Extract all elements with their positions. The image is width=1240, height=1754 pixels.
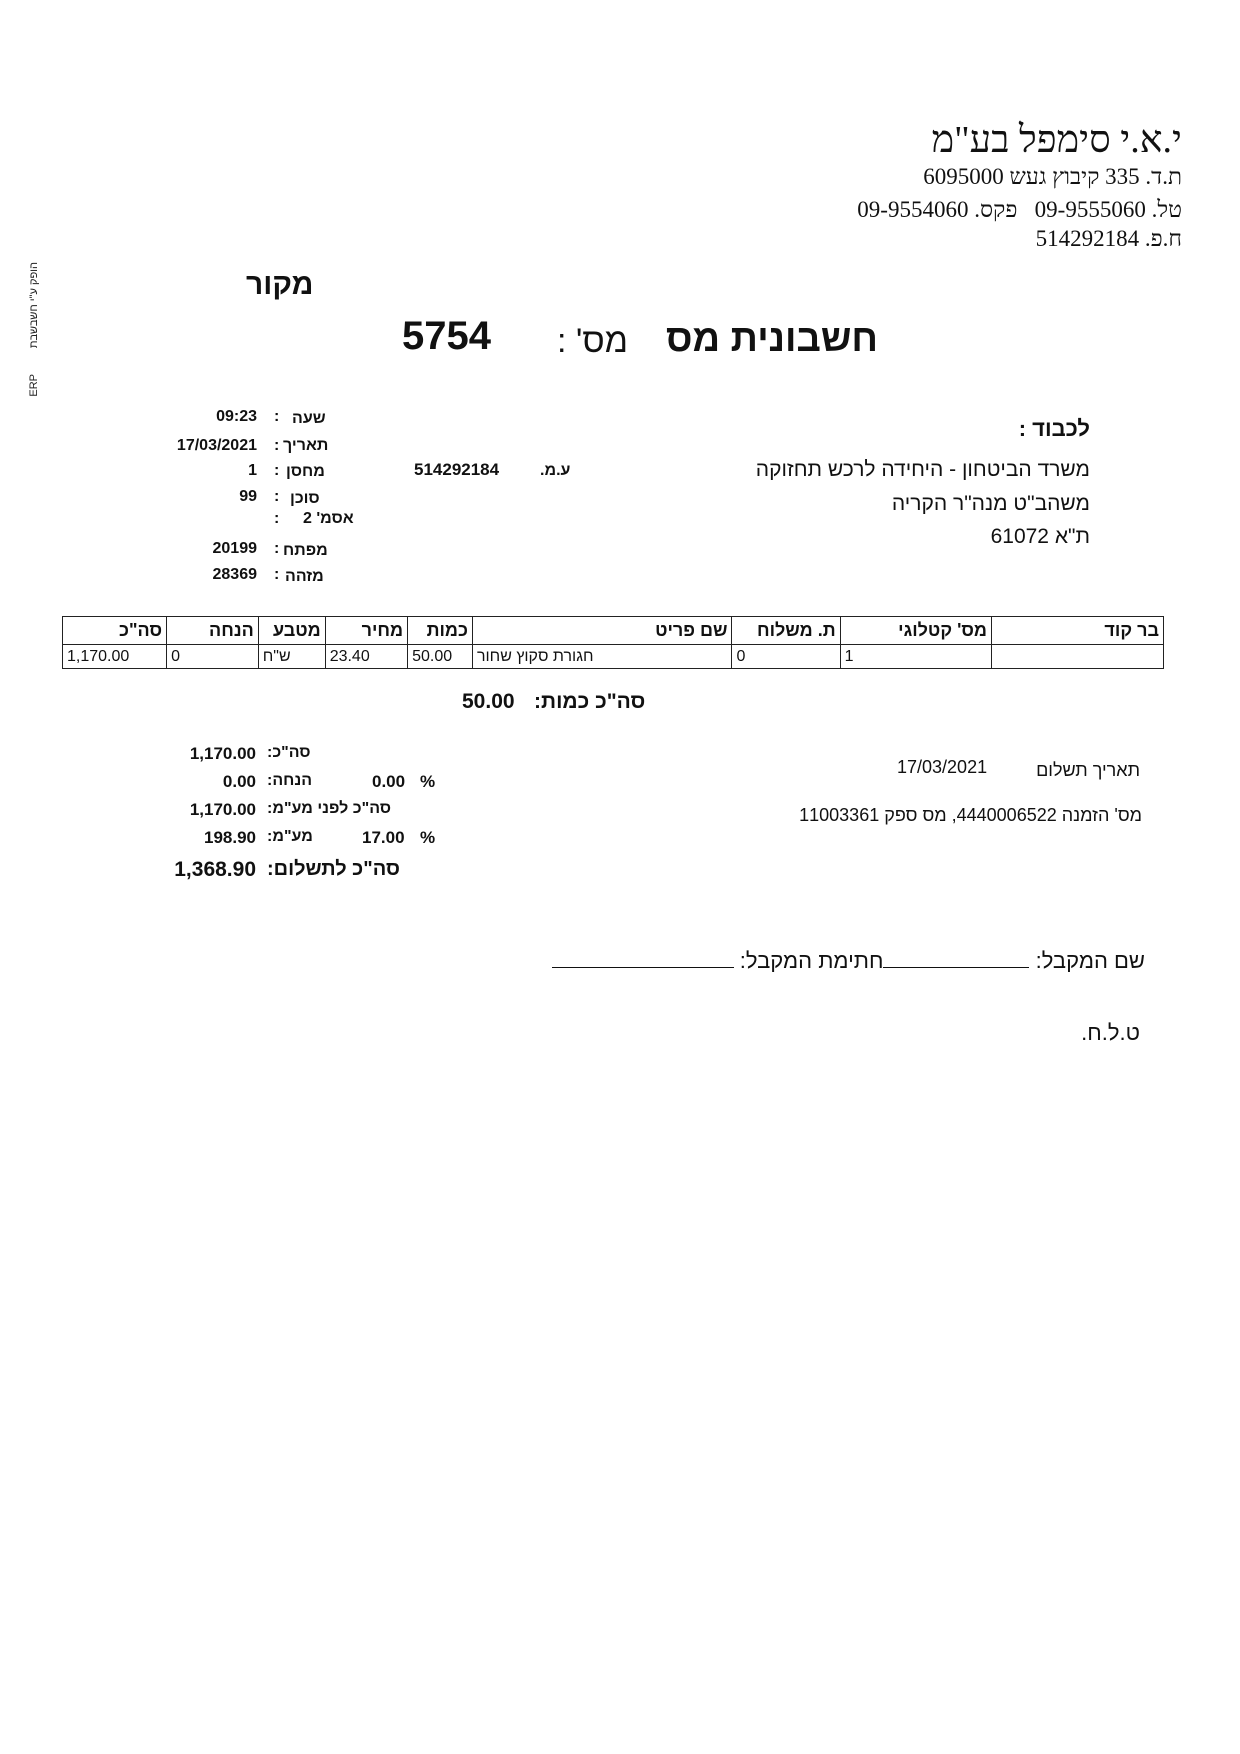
header-catalog: מס' קטלוגי (840, 617, 991, 645)
summary-subtotal: 1,170.00 (189, 744, 256, 763)
summary-discount-pct-sign: % (420, 772, 436, 791)
meta-value-date: 17/03/2021 (176, 437, 257, 454)
issued-by-note: הופק ע"י חשבשבת (28, 262, 40, 349)
fax-value: 09-9554060 (857, 197, 969, 222)
customer-line3: ת"א 61072 (990, 525, 1090, 548)
summary-total: 1,368.90 (174, 858, 256, 881)
cell-catalog: 1 (840, 645, 991, 669)
summary-discount-label: הנחה: (267, 772, 313, 789)
signature-line (552, 948, 1145, 974)
cell-barcode (992, 645, 1164, 669)
fax-label: פקס. (974, 197, 1018, 222)
document-number-label: מס' : (557, 322, 629, 360)
summary-discount: 0.00 (222, 772, 256, 791)
cell-total: 1,170.00 (63, 645, 167, 669)
erp-note: ERP (28, 374, 40, 397)
summary-before-vat: 1,170.00 (189, 800, 256, 819)
total-qty-label: סה"כ כמות: (534, 690, 646, 713)
phone-value: 09-9555060 (1034, 197, 1146, 222)
meta-sep-agent: : (274, 488, 280, 505)
receiver-name-label: שם המקבל: (1035, 948, 1145, 973)
items-table (62, 616, 1164, 669)
summary-subtotal-label: סה"כ: (267, 744, 311, 761)
total-qty-value: 50.00 (462, 690, 515, 713)
table-header-row (63, 617, 1164, 645)
meta-sep-key: : (274, 540, 280, 557)
company-reg (1036, 226, 1182, 252)
side-note (28, 262, 54, 412)
reg-label: ח.פ. (1144, 226, 1182, 251)
header-delivery: ת. משלוח (732, 617, 840, 645)
summary-vat-pct-sign: % (420, 828, 436, 847)
phone-label: טל. (1151, 197, 1182, 222)
meta-label-time: שעה (292, 410, 326, 427)
reg-value: 514292184 (1035, 226, 1140, 251)
order-info: מס' הזמנה 4440006522, מס ספק 11003361 (799, 805, 1142, 825)
meta-label-id: מזהה (285, 568, 324, 585)
summary-discount-pct: 0.00 (372, 772, 406, 791)
customer-vat: 514292184 (414, 460, 500, 479)
company-address: ת.ד. 335 קיבוץ געש 6095000 (923, 164, 1182, 189)
meta-sep-date: : (274, 437, 280, 454)
summary-before-vat-label: סה"כ לפני מע"מ: (267, 800, 392, 817)
cell-currency: ש"ח (258, 645, 325, 669)
table-row (63, 645, 1164, 669)
receiver-sign-blank[interactable] (552, 967, 734, 968)
meta-value-id: 28369 (212, 566, 257, 583)
payment-date-label: תאריך תשלום (1036, 760, 1140, 780)
meta-label-key: מפתח (283, 542, 328, 559)
footer-note: ט.ל.ח. (1081, 1020, 1140, 1045)
header-price: מחיר (325, 617, 407, 645)
cell-price: 23.40 (325, 645, 407, 669)
meta-sep-time: : (274, 408, 280, 425)
receiver-name-blank[interactable] (883, 967, 1029, 968)
cell-delivery: 0 (732, 645, 840, 669)
customer-line2: משהב"ט מנה"ר הקריה (891, 492, 1090, 515)
document-number: 5754 (402, 314, 491, 358)
customer-line1: משרד הביטחון - היחידה לרכש תחזוקה (755, 458, 1090, 481)
header-currency: מטבע (258, 617, 325, 645)
copy-type: מקור (246, 268, 314, 301)
summary-vat-pct: 17.00 (362, 828, 405, 847)
meta-label-agent: סוכן (290, 490, 320, 507)
header-discount: הנחה (167, 617, 259, 645)
meta-label-date: תאריך (283, 437, 329, 454)
cell-discount: 0 (167, 645, 259, 669)
meta-label-warehouse: מחסן (286, 463, 325, 480)
cell-item-name: חגורת סקוץ שחור (472, 645, 732, 669)
document-title: חשבונית מס (666, 318, 879, 360)
header-total: סה"כ (63, 617, 167, 645)
header-qty: כמות (408, 617, 473, 645)
payment-date: 17/03/2021 (897, 757, 988, 777)
meta-sep-id: : (274, 566, 280, 583)
header-barcode: בר קוד (992, 617, 1164, 645)
company-name: י.א.י סימפל בע"מ (931, 119, 1182, 161)
customer-to-label: לכבוד : (1018, 416, 1090, 441)
meta-value-time: 09:23 (216, 408, 257, 425)
meta-label-asm: אסמ' 2 (303, 510, 354, 527)
summary-total-label: סה"כ לתשלום: (267, 858, 401, 880)
receiver-sign-label: חתימת המקבל: (739, 948, 884, 973)
meta-value-warehouse: 1 (248, 462, 257, 479)
meta-value-agent: 99 (239, 488, 257, 505)
cell-qty: 50.00 (408, 645, 473, 669)
summary-vat-label: מע"מ: (267, 828, 313, 845)
customer-vat-label: ע.מ. (540, 462, 571, 479)
meta-sep-warehouse: : (274, 462, 280, 479)
summary-vat: 198.90 (204, 828, 256, 847)
meta-sep-asm: : (274, 510, 280, 527)
header-item-name: שם פריט (472, 617, 732, 645)
meta-value-key: 20199 (212, 540, 257, 557)
company-phones (857, 197, 1182, 223)
